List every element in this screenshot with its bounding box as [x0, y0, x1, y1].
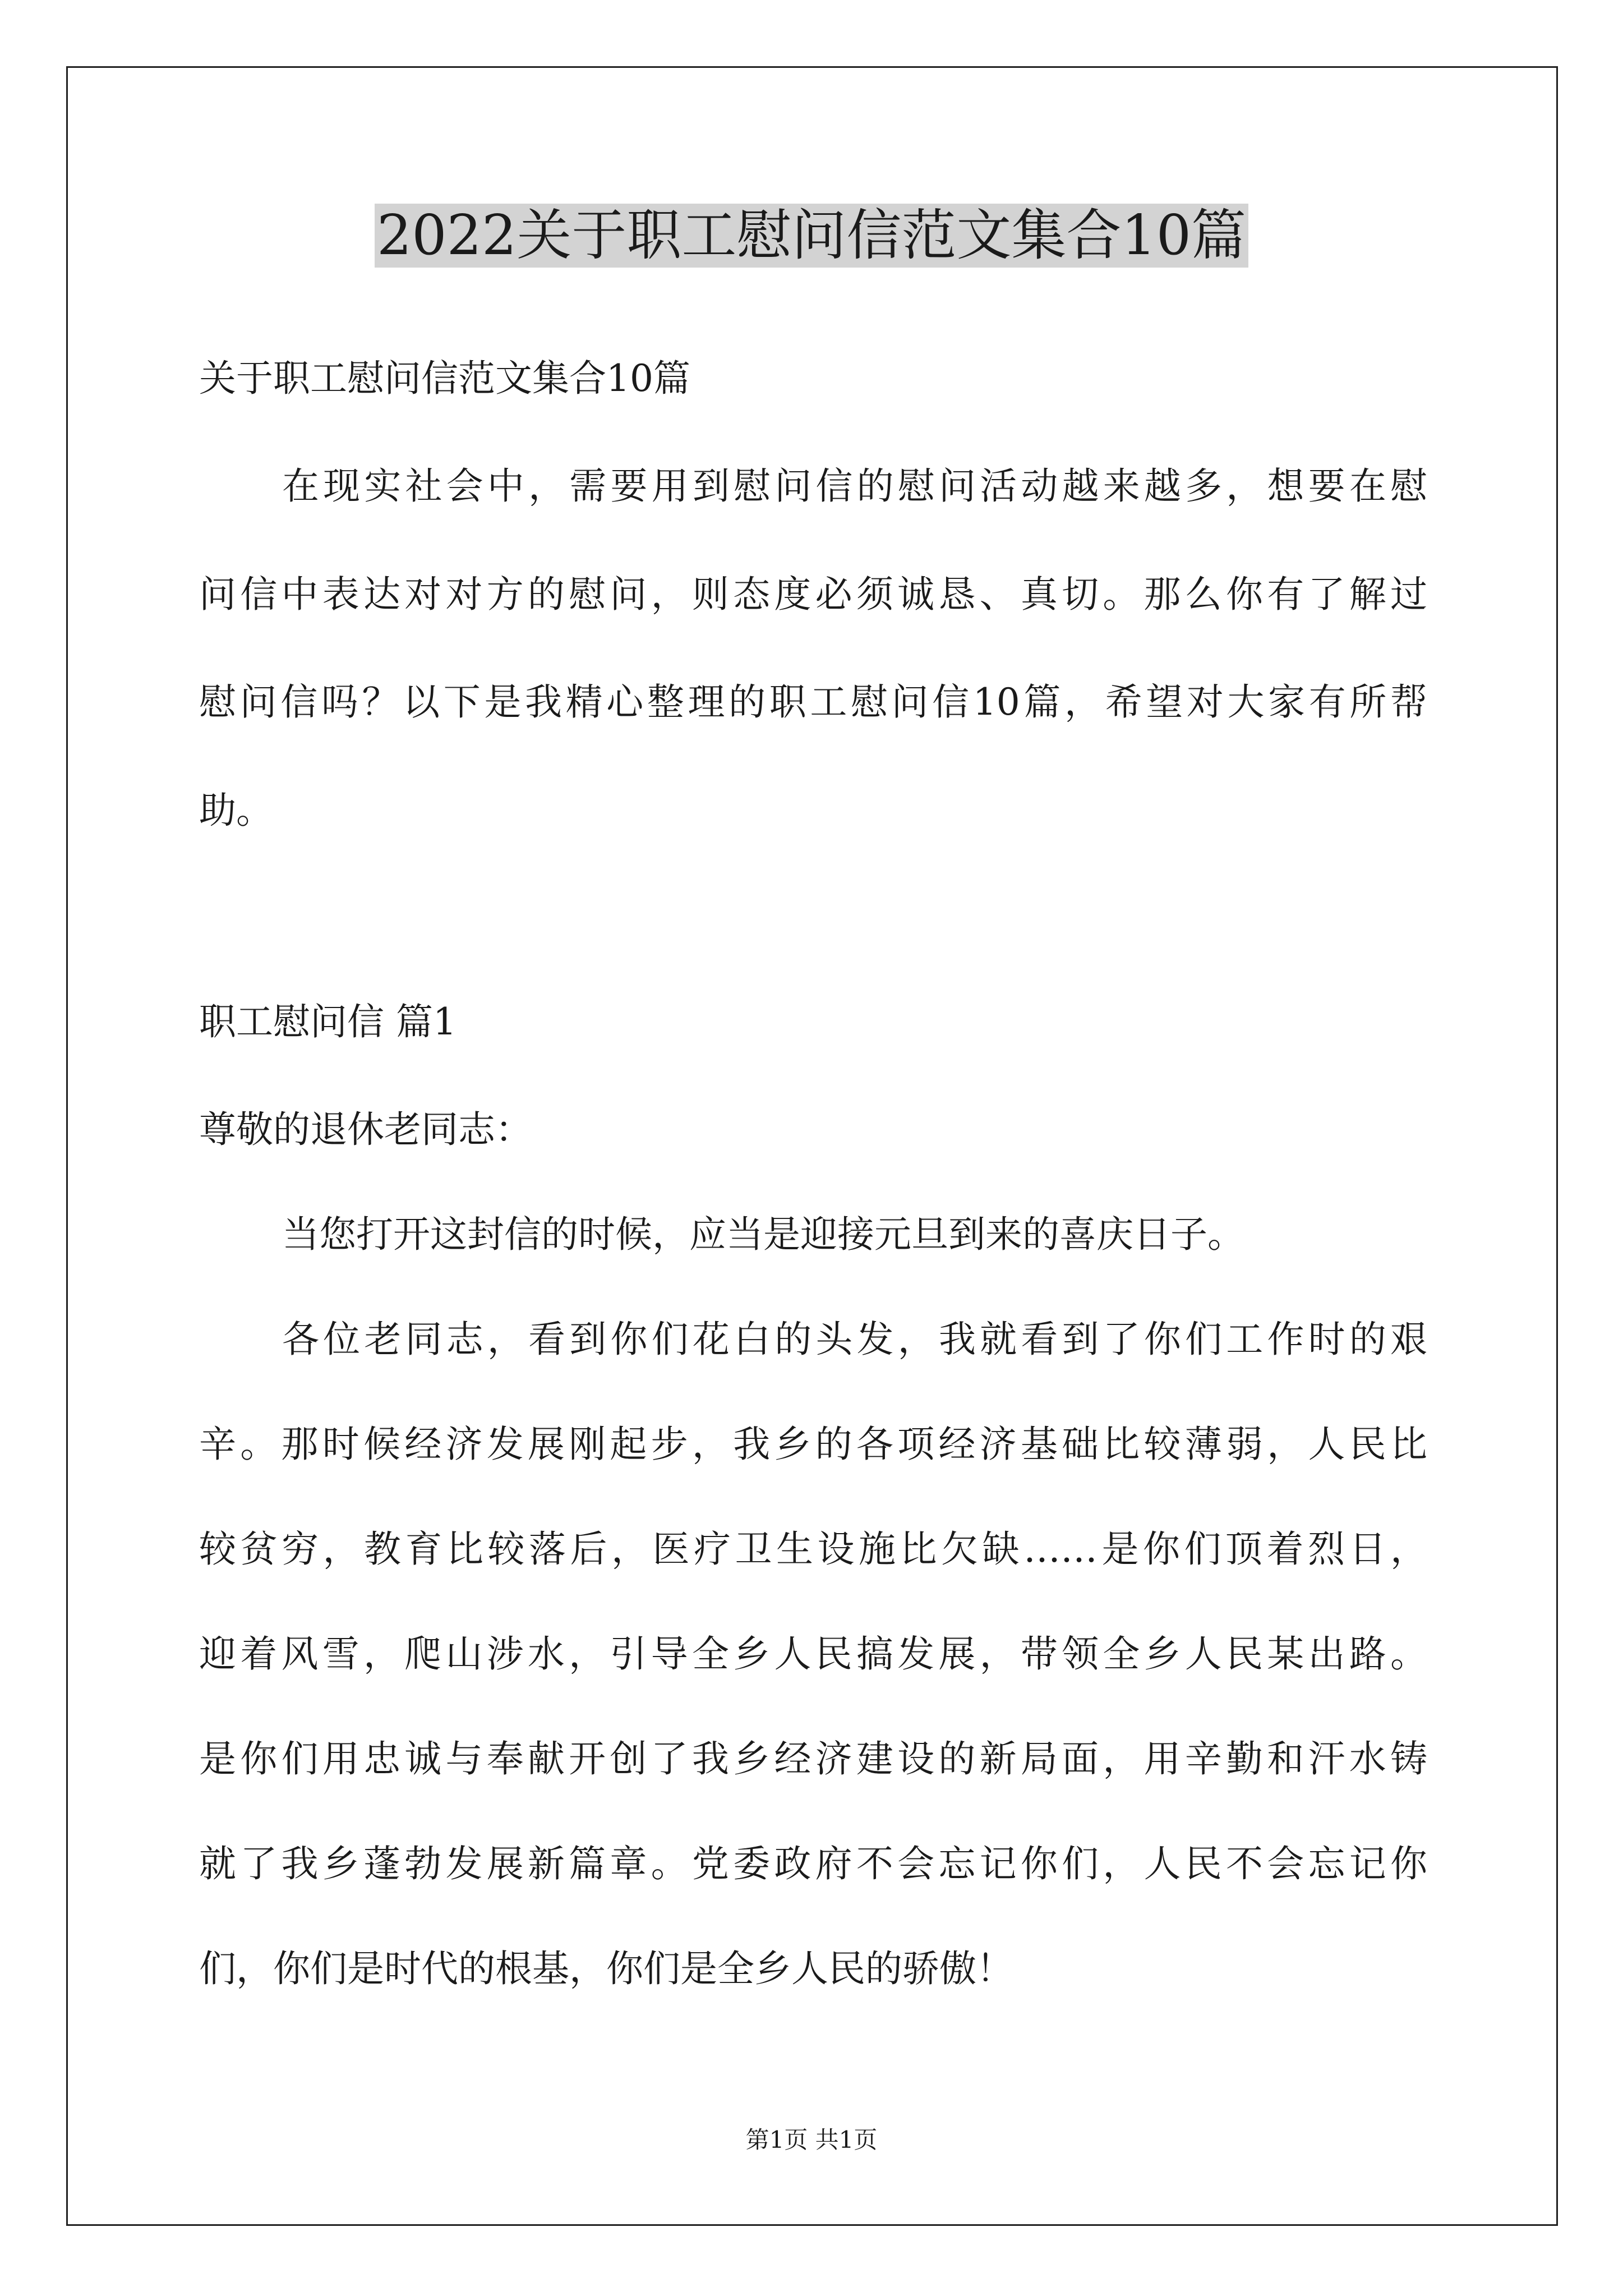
salutation: 尊敬的退休老同志： — [199, 1108, 532, 1151]
paragraph-2-line-1: 各位老同志，看到你们花白的头发，我就看到了你们工作时的艰 — [282, 1318, 1427, 1361]
intro-line-4: 助。 — [199, 789, 273, 832]
paragraph-2-line-3: 较贫穷，教育比较落后，医疗卫生设施比欠缺……是你们顶着烈日， — [199, 1527, 1427, 1571]
intro-line-1: 在现实社会中，需要用到慰问信的慰问活动越来越多，想要在慰 — [282, 464, 1427, 508]
intro-line-3: 慰问信吗？以下是我精心整理的职工慰问信10篇，希望对大家有所帮 — [199, 680, 1427, 724]
intro-line-2: 问信中表达对对方的慰问，则态度必须诚恳、真切。那么你有了解过 — [199, 573, 1427, 616]
paragraph-2-line-2: 辛。那时候经济发展刚起步，我乡的各项经济基础比较薄弱，人民比 — [199, 1423, 1427, 1466]
paragraph-2-line-6: 就了我乡蓬勃发展新篇章。党委政府不会忘记你们，人民不会忘记你 — [199, 1842, 1427, 1885]
document-title — [0, 199, 1623, 272]
paragraph-2-line-5: 是你们用忠诚与奉献开创了我乡经济建设的新局面，用辛勤和汗水铸 — [199, 1737, 1427, 1780]
subtitle: 关于职工慰问信范文集合10篇 — [199, 357, 690, 400]
paragraph-2-line-7: 们，你们是时代的根基，你们是全乡人民的骄傲！ — [199, 1947, 1013, 1990]
paragraph-2-line-4: 迎着风雪，爬山涉水，引导全乡人民搞发展，带领全乡人民某出路。 — [199, 1632, 1427, 1676]
document-title-text: 2022关于职工慰问信范文集合10篇 — [375, 204, 1248, 268]
page-footer: 第1页 共1页 — [745, 2126, 878, 2154]
section-heading: 职工慰问信 篇1 — [199, 1000, 457, 1043]
paragraph-1: 当您打开这封信的时候，应当是迎接元旦到来的喜庆日子。 — [282, 1213, 1244, 1256]
